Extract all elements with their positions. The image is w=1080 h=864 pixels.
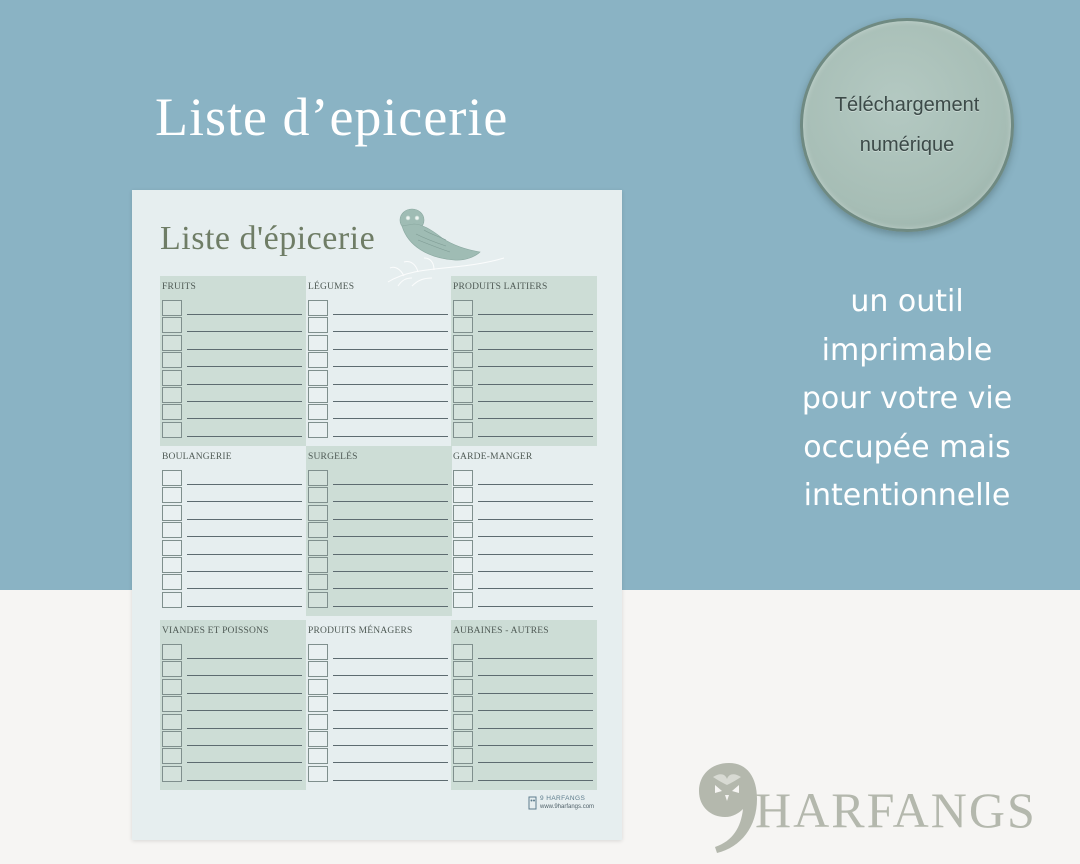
checkbox[interactable]	[453, 387, 473, 403]
checkbox[interactable]	[308, 522, 328, 538]
write-in-line	[333, 693, 448, 694]
sheet-footer	[528, 794, 608, 814]
write-in-line	[478, 366, 593, 367]
write-in-line	[187, 436, 302, 437]
write-in-line	[333, 780, 448, 781]
checkbox[interactable]	[162, 370, 182, 386]
list-item	[453, 696, 593, 712]
write-in-line	[478, 675, 593, 676]
list-item	[162, 557, 302, 573]
list-item	[162, 387, 302, 403]
list-item	[308, 748, 448, 764]
checkbox[interactable]	[453, 731, 473, 747]
checkbox[interactable]	[308, 748, 328, 764]
list-item	[162, 748, 302, 764]
checkbox[interactable]	[453, 679, 473, 695]
write-in-line	[187, 728, 302, 729]
write-in-line	[478, 418, 593, 419]
list-item	[453, 661, 593, 677]
list-item	[308, 696, 448, 712]
checkbox[interactable]	[453, 644, 473, 660]
list-item	[453, 522, 593, 538]
checkbox[interactable]	[162, 387, 182, 403]
list-item	[453, 404, 593, 420]
checkbox[interactable]	[162, 766, 182, 782]
write-in-line	[187, 501, 302, 502]
write-in-line	[187, 780, 302, 781]
checkbox[interactable]	[162, 470, 182, 486]
checkbox[interactable]	[162, 557, 182, 573]
headline: Liste d’epicerie	[155, 87, 509, 147]
checkbox[interactable]	[453, 714, 473, 730]
list-item	[162, 470, 302, 486]
list-item	[162, 505, 302, 521]
write-in-line	[333, 331, 448, 332]
list-section	[451, 276, 597, 446]
checkbox[interactable]	[162, 679, 182, 695]
list-item	[308, 731, 448, 747]
write-in-line	[478, 762, 593, 763]
checkbox[interactable]	[453, 748, 473, 764]
checkbox[interactable]	[162, 505, 182, 521]
write-in-line	[333, 384, 448, 385]
checkbox[interactable]	[308, 661, 328, 677]
write-in-line	[478, 728, 593, 729]
write-in-line	[333, 484, 448, 485]
write-in-line	[478, 780, 593, 781]
checkbox[interactable]	[308, 696, 328, 712]
checkbox[interactable]	[162, 540, 182, 556]
checkbox[interactable]	[453, 574, 473, 590]
tagline-line: pour votre vie	[801, 381, 1013, 416]
write-in-line	[333, 401, 448, 402]
checkbox[interactable]	[453, 766, 473, 782]
write-in-line	[478, 536, 593, 537]
section-title: AUBAINES - AUTRES	[453, 626, 549, 636]
list-item	[453, 574, 593, 590]
list-item	[308, 661, 448, 677]
write-in-line	[333, 554, 448, 555]
list-item	[308, 370, 448, 386]
checkbox[interactable]	[453, 404, 473, 420]
write-in-line	[333, 588, 448, 589]
list-item	[308, 679, 448, 695]
write-in-line	[187, 571, 302, 572]
list-item	[162, 422, 302, 438]
list-item	[308, 644, 448, 660]
list-item	[453, 352, 593, 368]
checkbox[interactable]	[453, 661, 473, 677]
write-in-line	[478, 384, 593, 385]
write-in-line	[478, 484, 593, 485]
tagline-line: imprimable	[821, 332, 993, 368]
checkbox[interactable]	[308, 574, 328, 590]
write-in-line	[187, 519, 302, 520]
checkbox[interactable]	[162, 404, 182, 420]
write-in-line	[333, 501, 448, 502]
write-in-line	[187, 366, 302, 367]
printable-grocery-sheet	[132, 190, 622, 840]
list-section	[160, 446, 306, 616]
list-item	[162, 661, 302, 677]
write-in-line	[187, 484, 302, 485]
section-title: SURGELÉS	[308, 452, 358, 462]
write-in-line	[187, 658, 302, 659]
list-item	[453, 387, 593, 403]
write-in-line	[187, 349, 302, 350]
checkbox[interactable]	[308, 387, 328, 403]
write-in-line	[187, 401, 302, 402]
write-in-line	[187, 536, 302, 537]
list-item	[453, 731, 593, 747]
write-in-line	[333, 436, 448, 437]
write-in-line	[333, 658, 448, 659]
list-item	[308, 557, 448, 573]
checkbox[interactable]	[162, 696, 182, 712]
list-item	[162, 696, 302, 712]
write-in-line	[478, 571, 593, 572]
checkbox[interactable]	[308, 317, 328, 333]
write-in-line	[333, 606, 448, 607]
write-in-line	[187, 762, 302, 763]
write-in-line	[333, 366, 448, 367]
checkbox[interactable]	[308, 766, 328, 782]
write-in-line	[478, 606, 593, 607]
tagline	[770, 278, 1044, 521]
list-item	[162, 487, 302, 503]
checkbox[interactable]	[308, 404, 328, 420]
checkbox[interactable]	[308, 644, 328, 660]
list-section	[160, 620, 306, 790]
write-in-line	[187, 710, 302, 711]
write-in-line	[187, 331, 302, 332]
list-item	[162, 731, 302, 747]
list-section	[160, 276, 306, 446]
list-item	[162, 679, 302, 695]
list-item	[162, 592, 302, 608]
write-in-line	[333, 418, 448, 419]
write-in-line	[478, 554, 593, 555]
write-in-line	[478, 331, 593, 332]
list-item	[308, 300, 448, 316]
checkbox[interactable]	[453, 522, 473, 538]
checkbox[interactable]	[308, 335, 328, 351]
checkbox[interactable]	[308, 352, 328, 368]
checkbox[interactable]	[453, 470, 473, 486]
checkbox[interactable]	[308, 300, 328, 316]
checkbox[interactable]	[308, 540, 328, 556]
checkbox[interactable]	[308, 422, 328, 438]
checkbox[interactable]	[162, 661, 182, 677]
write-in-line	[187, 675, 302, 676]
checkbox[interactable]	[308, 487, 328, 503]
checkbox[interactable]	[308, 557, 328, 573]
footer-url: www.9harfangs.com	[540, 804, 595, 810]
section-title: FRUITS	[162, 282, 196, 292]
section-title: GARDE-MANGER	[453, 452, 533, 462]
list-item	[453, 370, 593, 386]
list-item	[162, 370, 302, 386]
list-item	[453, 679, 593, 695]
list-item	[453, 714, 593, 730]
list-item	[162, 300, 302, 316]
list-item	[162, 574, 302, 590]
tagline-line: occupée mais	[803, 429, 1011, 465]
checkbox[interactable]	[453, 352, 473, 368]
list-item	[162, 335, 302, 351]
list-item	[308, 505, 448, 521]
write-in-line	[478, 519, 593, 520]
sheet-title: Liste d'épicerie	[160, 220, 376, 257]
write-in-line	[187, 588, 302, 589]
checkbox[interactable]	[453, 317, 473, 333]
list-item	[453, 748, 593, 764]
brand-logo	[695, 755, 1045, 855]
write-in-line	[187, 418, 302, 419]
write-in-line	[187, 606, 302, 607]
checkbox[interactable]	[308, 505, 328, 521]
write-in-line	[333, 519, 448, 520]
list-item	[308, 387, 448, 403]
write-in-line	[478, 588, 593, 589]
list-item	[308, 487, 448, 503]
logo-wordmark: HARFANGS	[755, 782, 1037, 838]
checkbox[interactable]	[453, 592, 473, 608]
write-in-line	[187, 554, 302, 555]
tagline-line: intentionnelle	[803, 478, 1011, 513]
list-item	[308, 404, 448, 420]
list-item	[453, 470, 593, 486]
list-item	[308, 592, 448, 608]
list-item	[162, 714, 302, 730]
footer-brand: 9 HARFANGS	[540, 795, 586, 802]
list-item	[162, 644, 302, 660]
checkbox[interactable]	[162, 714, 182, 730]
list-item	[308, 574, 448, 590]
list-section	[306, 446, 452, 616]
list-item	[308, 317, 448, 333]
write-in-line	[333, 314, 448, 315]
checkbox[interactable]	[308, 592, 328, 608]
badge-line-1: Téléchargement	[834, 94, 980, 116]
list-item	[162, 352, 302, 368]
list-item	[453, 766, 593, 782]
section-title: VIANDES ET POISSONS	[162, 626, 269, 636]
checkbox[interactable]	[162, 352, 182, 368]
badge-line-2: numérique	[859, 134, 955, 156]
write-in-line	[478, 745, 593, 746]
checkbox[interactable]	[453, 540, 473, 556]
checkbox[interactable]	[162, 422, 182, 438]
list-item	[453, 557, 593, 573]
checkbox[interactable]	[162, 748, 182, 764]
checkbox[interactable]	[308, 679, 328, 695]
write-in-line	[333, 675, 448, 676]
list-item	[308, 352, 448, 368]
list-item	[453, 505, 593, 521]
checkbox[interactable]	[308, 470, 328, 486]
list-item	[162, 766, 302, 782]
checkbox[interactable]	[453, 487, 473, 503]
write-in-line	[478, 401, 593, 402]
checkbox[interactable]	[453, 557, 473, 573]
list-item	[308, 540, 448, 556]
list-item	[162, 404, 302, 420]
digital-download-badge	[800, 18, 1014, 232]
write-in-line	[478, 436, 593, 437]
list-item	[308, 522, 448, 538]
write-in-line	[333, 745, 448, 746]
write-in-line	[333, 349, 448, 350]
section-title: BOULANGERIE	[162, 452, 232, 462]
write-in-line	[187, 384, 302, 385]
checkbox[interactable]	[453, 370, 473, 386]
write-in-line	[333, 710, 448, 711]
checkbox[interactable]	[162, 574, 182, 590]
list-item	[308, 766, 448, 782]
list-item	[453, 644, 593, 660]
list-item	[308, 714, 448, 730]
write-in-line	[333, 536, 448, 537]
section-title: PRODUITS LAITIERS	[453, 282, 548, 292]
write-in-line	[187, 745, 302, 746]
list-item	[453, 335, 593, 351]
checkbox[interactable]	[162, 522, 182, 538]
write-in-line	[478, 658, 593, 659]
checkbox[interactable]	[453, 505, 473, 521]
section-title: LÉGUMES	[308, 282, 355, 292]
checkbox[interactable]	[162, 317, 182, 333]
list-item	[453, 592, 593, 608]
list-item	[453, 540, 593, 556]
list-item	[453, 422, 593, 438]
checkbox[interactable]	[453, 696, 473, 712]
list-item	[308, 470, 448, 486]
write-in-line	[187, 693, 302, 694]
list-item	[453, 487, 593, 503]
section-title: PRODUITS MÉNAGERS	[308, 626, 413, 636]
checkbox[interactable]	[308, 731, 328, 747]
write-in-line	[478, 710, 593, 711]
list-section	[306, 620, 452, 790]
write-in-line	[333, 728, 448, 729]
write-in-line	[478, 349, 593, 350]
write-in-line	[187, 314, 302, 315]
list-section	[451, 446, 597, 616]
checkbox[interactable]	[162, 592, 182, 608]
checkbox[interactable]	[162, 335, 182, 351]
list-item	[453, 300, 593, 316]
checkbox[interactable]	[308, 714, 328, 730]
write-in-line	[478, 693, 593, 694]
write-in-line	[478, 501, 593, 502]
list-section	[306, 276, 452, 446]
list-item	[162, 522, 302, 538]
tagline-line: un outil	[850, 284, 964, 319]
write-in-line	[478, 314, 593, 315]
owl-logo-icon	[528, 796, 538, 810]
list-item	[308, 335, 448, 351]
write-in-line	[333, 571, 448, 572]
checkbox[interactable]	[308, 370, 328, 386]
checkbox[interactable]	[162, 644, 182, 660]
list-item	[162, 317, 302, 333]
list-section	[451, 620, 597, 790]
checkbox[interactable]	[162, 731, 182, 747]
checkbox[interactable]	[162, 487, 182, 503]
write-in-line	[333, 762, 448, 763]
list-item	[162, 540, 302, 556]
checkbox[interactable]	[453, 300, 473, 316]
list-item	[308, 422, 448, 438]
checkbox[interactable]	[162, 300, 182, 316]
checkbox[interactable]	[453, 335, 473, 351]
list-item	[453, 317, 593, 333]
checkbox[interactable]	[453, 422, 473, 438]
